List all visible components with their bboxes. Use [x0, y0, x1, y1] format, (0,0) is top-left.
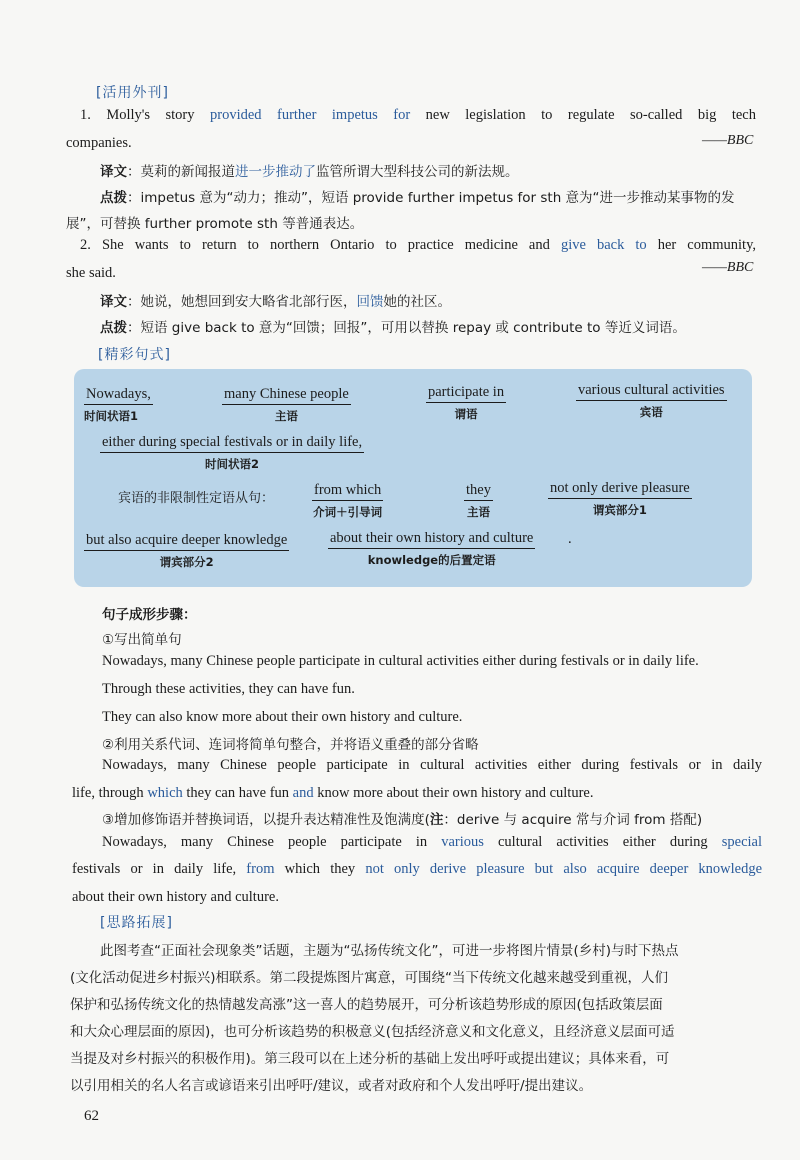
example-text: Molly's story [106, 107, 195, 123]
phrase-label: 时间状语2 [205, 457, 260, 471]
phrase-predicate-object-2 [84, 531, 289, 570]
step-2-line-2 [72, 783, 593, 803]
highlight-phrase: provided further impetus for [209, 107, 411, 123]
example-2-line-1 [80, 235, 756, 255]
highlight-phrase: not only derive pleasure but also acquire deeper knowledge [365, 861, 763, 877]
step-text: they can have fun [186, 785, 290, 801]
example-text: her community, [657, 237, 757, 253]
step-text: Nowadays, many Chinese people participate in [102, 834, 428, 850]
expansion-line-1: 此图考查“正面社会现象类”话题，主题为“弘扬传统文化”，可进一步将图片情景(乡村)与时下热点 [100, 943, 679, 959]
step-title-text: ：derive 与 acquire 常与介词 from 搭配) [443, 812, 703, 828]
phrase-text: Nowadays, [84, 386, 153, 405]
steps-title: 句子成形步骤： [102, 607, 197, 623]
section-heading-extra-reading: [活用外刊] [96, 85, 169, 101]
highlight-phrase: give back to [560, 237, 647, 253]
page-number: 62 [84, 1108, 99, 1124]
step-2-line-1: Nowadays, many Chinese people participate in cultural activities either during festivals or in daily [102, 757, 762, 773]
translation-highlight: 回馈 [356, 294, 384, 310]
highlight-word: from [246, 861, 275, 877]
phrase-text: not only derive pleasure [548, 480, 692, 499]
translation-text: 监管所谓大型科技公司的新法规。 [316, 164, 519, 180]
phrase-preposition-relative [312, 481, 383, 520]
phrase-text: many Chinese people [222, 386, 351, 405]
phrase-label: 谓宾部分1 [592, 503, 647, 517]
step-3-title [102, 808, 702, 828]
tip-1-line-2: 展”，可替换 further promote sth 等普通表达。 [66, 216, 364, 232]
expansion-line-6: 以引用相关的名人名言或谚语来引出呼吁/建议，或者对政府和个人发出呼吁/提出建议。 [70, 1078, 593, 1094]
step-2-title: ②利用关系代词、连词将简单句整合，并将语义重叠的部分省略 [102, 737, 479, 753]
highlight-word: special [721, 834, 763, 850]
highlight-word: various [441, 834, 484, 850]
expansion-line-2: (文化活动促进乡村振兴)相联系。第二段提炼图片寓意，可围绕“当下传统文化越来越受到重视，人们 [70, 970, 669, 986]
tip-text: ：短语 give back to 意为“回馈；回报”，可用以替换 repay 或 contribute to 等近义词语。 [127, 320, 686, 336]
phrase-label: 介词＋引导词 [313, 505, 383, 519]
phrase-adverbial-2 [100, 433, 364, 472]
phrase-label: 时间状语1 [84, 409, 139, 423]
phrase-predicate-object-1 [548, 479, 692, 518]
tip-label: 点拨 [100, 190, 127, 206]
phrase-adverbial-1 [84, 385, 153, 424]
section-heading-idea-expansion: [思路拓展] [100, 915, 173, 931]
highlight-word: and [292, 785, 314, 801]
step-3-line-2 [72, 859, 762, 879]
expansion-line-4: 和大众心理层面的原因)，也可分析该趋势的积极意义(包括经济意义和文化意义，且经济意义层面可适 [70, 1024, 675, 1040]
step-text: know more about their own history and culture. [317, 785, 594, 801]
step-1-line-1: Nowadays, many Chinese people participate in cultural activities either during festivals or in daily life. [102, 653, 699, 669]
source-citation: ——BBC [702, 133, 754, 148]
sentence-period: . [568, 531, 572, 547]
example-2-line-2: she said. [66, 265, 116, 281]
phrase-clause-subject [464, 481, 493, 520]
note-label: 注 [429, 812, 444, 828]
phrase-text: about their own history and culture [328, 530, 535, 549]
section-heading-great-sentence: [精彩句式] [98, 347, 171, 363]
tip-text: ：impetus 意为“动力；推动”，短语 provide further impetus for sth 意为“进一步推动某事物的发 [127, 190, 735, 206]
phrase-postpositive-attributive [328, 529, 535, 568]
phrase-text: they [464, 482, 493, 501]
phrase-label: 谓语 [454, 407, 478, 421]
tip-label: 点拨 [100, 320, 127, 336]
expansion-line-3: 保护和弘扬传统文化的热情越发高涨”这一喜人的趋势展开，可分析该趋势形成的原因(包括政策层面 [70, 997, 663, 1013]
example-text: She wants to return to northern Ontario to practice medicine and [101, 237, 550, 253]
translation-2 [100, 290, 451, 310]
phrase-label: 谓宾部分2 [159, 555, 214, 569]
step-text: which they [284, 861, 356, 877]
phrase-text: but also acquire deeper knowledge [84, 532, 289, 551]
highlight-word: which [147, 785, 183, 801]
translation-1 [100, 160, 519, 180]
tip-1-line-1 [100, 186, 735, 206]
phrase-subject [222, 385, 351, 424]
sentence-analysis-box [74, 369, 752, 587]
tip-2 [100, 316, 686, 336]
example-1-line-2: companies. [66, 135, 132, 151]
phrase-text: participate in [426, 384, 506, 403]
example-1-line-1 [80, 105, 756, 125]
phrase-label: 宾语 [639, 405, 663, 419]
phrase-text: either during special festivals or in daily life, [100, 434, 364, 453]
translation-text: ：她说，她想回到安大略省北部行医， [127, 294, 357, 310]
phrase-label: 主语 [466, 505, 490, 519]
phrase-object [576, 381, 727, 420]
translation-text: ：莫莉的新闻报道 [127, 164, 235, 180]
step-text: cultural activities either during [498, 834, 708, 850]
phrase-text: from which [312, 482, 383, 501]
phrase-predicate [426, 383, 506, 422]
translation-highlight: 进一步推动了 [235, 164, 316, 180]
step-1-title: ①写出简单句 [102, 632, 182, 648]
step-1-line-2: Through these activities, they can have fun. [102, 681, 355, 697]
step-title-text: ③增加修饰语并替换词语，以提升表达精准性及饱满度( [102, 812, 430, 828]
phrase-label: knowledge的后置定语 [367, 553, 496, 567]
step-3-line-1 [102, 832, 762, 852]
example-number: 1. [80, 107, 91, 123]
translation-label: 译文 [100, 164, 127, 180]
example-number: 2. [80, 237, 91, 253]
example-text: new legislation to regulate so-called big tech [425, 107, 756, 123]
clause-label: 宾语的非限制性定语从句： [118, 491, 275, 506]
source-citation: ——BBC [702, 260, 754, 275]
step-3-line-3: about their own history and culture. [72, 889, 279, 905]
phrase-label: 主语 [274, 409, 298, 423]
step-text: festivals or in daily life, [72, 861, 237, 877]
step-1-line-3: They can also know more about their own history and culture. [102, 709, 463, 725]
phrase-text: various cultural activities [576, 382, 727, 401]
translation-text: 她的社区。 [383, 294, 451, 310]
translation-label: 译文 [100, 294, 127, 310]
expansion-line-5: 当提及对乡村振兴的积极作用)。第三段可以在上述分析的基础上发出呼吁或提出建议；具体来看，可 [70, 1051, 670, 1067]
step-text: life, through [72, 785, 144, 801]
